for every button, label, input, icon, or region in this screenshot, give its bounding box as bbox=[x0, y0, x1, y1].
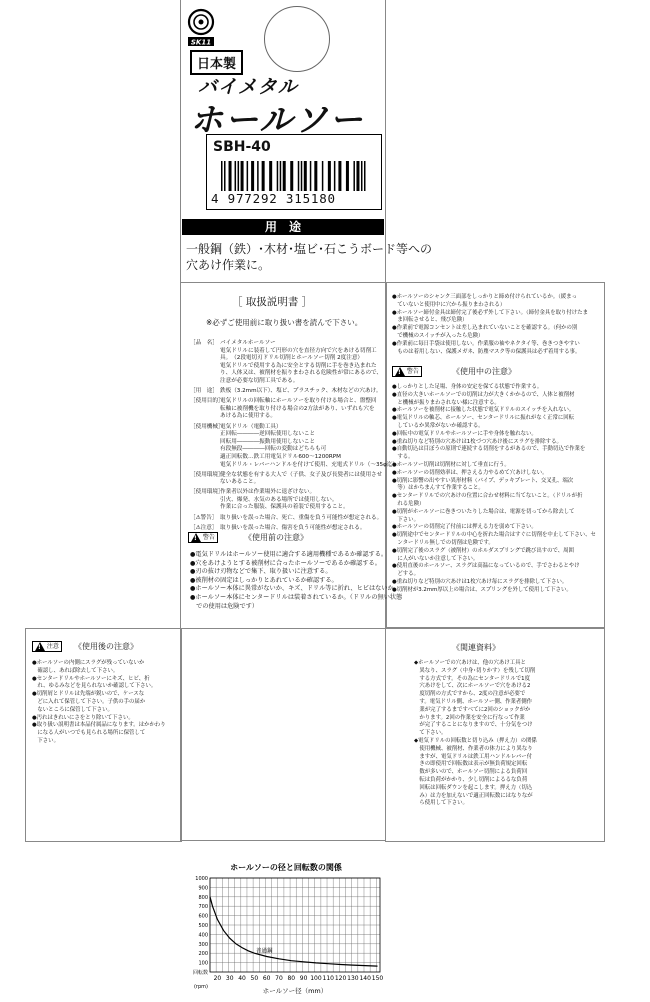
list-item: ◆ホールソーでの穴あけは、他の穴あけ工具と bbox=[414, 660, 526, 666]
manual-notice: ※必ずご使用前に取り扱い書を読んで下さい。 bbox=[206, 318, 363, 327]
spec-key: ［用 途］ bbox=[190, 388, 218, 395]
list-item: ●回転中の電気ドリルやホールソーに手や身体を触れない。 bbox=[392, 430, 537, 437]
list-item: 等）はかちまんすて作業すること。 bbox=[392, 485, 484, 492]
list-item: ンタードリル無しでの切削は危険です。 bbox=[392, 539, 494, 546]
caution-icon bbox=[35, 642, 45, 651]
list-item: ●切削がホールソーに巻きついたりした場合は、電源を切ってから除去して bbox=[392, 508, 575, 515]
usage-line-2: 穴あけ作業に。 bbox=[186, 258, 271, 272]
barcode-digits: 4 977292 315180 bbox=[211, 191, 336, 206]
list-item: ●切削完了後のスラグ（被削材）のホルダスプリングで跳び出すので、周囲 bbox=[392, 547, 574, 554]
barcode-bar bbox=[238, 161, 240, 191]
spec-key: ［使用機械］ bbox=[190, 423, 224, 430]
fold-line bbox=[385, 628, 386, 840]
spec-key: ［品 名］ bbox=[190, 340, 218, 346]
barcode-bar bbox=[334, 161, 336, 191]
model-number: SBH-40 bbox=[213, 139, 271, 155]
list-item: 業が完了するまですべてに2回のショックがか bbox=[414, 706, 531, 713]
spec-key: ［使用目的］ bbox=[190, 398, 224, 405]
y-tick-label: 700 bbox=[198, 904, 208, 911]
barcode-bar bbox=[353, 161, 355, 191]
spec-value: 引火、爆発、水気のある場所では使用しない。 bbox=[220, 496, 338, 503]
list-item: ●ホールソーの切削完了付前には押える力を弱めて下さい。 bbox=[392, 524, 537, 531]
spec-value: 作業に合った服装、保護具の着装で使用すること。 bbox=[220, 504, 349, 511]
spec-value: 鉄板（3.2mm以下）、塩ビ、プラスチック、木材などの穴あけ。 bbox=[220, 388, 382, 395]
list-item: 数が多いので、ホールソー切削による負荷回 bbox=[414, 769, 527, 776]
list-item: ●切削材が3.2mm厚以上の場合は、スプリングを外して使用して下さい。 bbox=[392, 586, 572, 593]
list-item: れ、ゆるみなどを見られないか確認して下さい。 bbox=[32, 683, 157, 690]
list-item: ●ホールソー本体に異常がないか、キズ、ドリル等に折れ、ヒビはないか。 bbox=[190, 585, 400, 593]
list-item: ◆電気ドリルの回転数と切り込み（押え力）の関係 bbox=[414, 737, 537, 744]
y-tick-label: 900 bbox=[198, 885, 208, 892]
spec-value: 作業者以外は作業場外に退ざけない。 bbox=[220, 489, 316, 496]
barcode-bar bbox=[257, 161, 259, 191]
list-item: ものは着用しない、保護メガネ、防塵マスク等の保護具は必ず着用する事。 bbox=[392, 348, 581, 355]
chart-title: ホールソーの径と回転数の関係 bbox=[230, 863, 342, 872]
spec-value: り、人体又は、被削材を振りまわされる危険性が常にあるので、 bbox=[220, 370, 383, 377]
warning-badge: ! 警告 bbox=[188, 532, 218, 543]
list-item: ●使用直後のホールソー、スラグは高温になっているので、手でさわるとやけ bbox=[392, 563, 580, 570]
barcode bbox=[219, 161, 371, 195]
list-item: 回転は回転ダウンを起こします。押え力（切込 bbox=[414, 784, 533, 791]
y-tick-label: 400 bbox=[198, 932, 208, 939]
spec-value: バイメタルホールソー bbox=[220, 340, 276, 346]
spec-value: ないあること。 bbox=[220, 479, 260, 486]
before-use-list bbox=[190, 551, 402, 611]
list-item: する方式です。その為にセンタードリルで1度 bbox=[414, 675, 530, 682]
list-item: 確認し、あれば除去して下さい。 bbox=[32, 667, 119, 674]
list-item: で機械のスイッチが入ったら危険） bbox=[392, 332, 484, 339]
usage-heading: 用 途 bbox=[182, 219, 384, 235]
list-item: と機械が振りまわされない様に注意する。 bbox=[392, 399, 500, 406]
list-item: きの即使用で回転数は表示が無負荷規定回転 bbox=[414, 761, 528, 768]
fold-line bbox=[180, 628, 181, 840]
before-use-heading: 《使用前の注意》 bbox=[244, 533, 308, 542]
list-item: 下さい。 bbox=[392, 516, 419, 523]
barcode-bar bbox=[298, 161, 300, 191]
hang-hole bbox=[264, 6, 330, 72]
y-tick-label: 500 bbox=[198, 923, 208, 929]
pre-check-list bbox=[392, 294, 588, 356]
list-item: ●自動切込は目ぼうの原則で連続する切削をするがあるので、手動切込で作業を bbox=[392, 446, 586, 453]
barcode-bar bbox=[301, 161, 303, 191]
spec-value: 電気ドリルの回転軸にホールソーを取り付ける場合と、盤整回 bbox=[220, 398, 377, 405]
list-item: み）は力を加えないで適正回転数にはなりなが bbox=[414, 792, 533, 799]
barcode-bar bbox=[221, 161, 223, 191]
barcode-bar bbox=[241, 161, 244, 191]
list-item: かります。2回の作業を安全に行なって作業 bbox=[414, 714, 525, 721]
x-tick-label: 130 bbox=[347, 975, 359, 982]
x-tick-label: 120 bbox=[334, 975, 347, 982]
list-item: ●重ね切りなど特別の穴あけは1枚づつ穴あけ後にスラグを排除する。 bbox=[392, 438, 562, 445]
spec-value: 健全な状態を有する大人で（子供、女子及び長髪者には使用させ bbox=[220, 471, 383, 478]
after-use-heading: 《使用後の注意》 bbox=[74, 642, 138, 651]
y-tick-label: 300 bbox=[198, 941, 208, 948]
barcode-bar bbox=[262, 161, 265, 191]
barcode-bar bbox=[280, 161, 282, 191]
x-axis-label: ホールソー径（mm） bbox=[262, 987, 328, 995]
x-tick-label: 140 bbox=[359, 975, 371, 982]
y-tick-label: 1000 bbox=[195, 876, 208, 882]
x-tick-label: 20 bbox=[213, 975, 222, 982]
list-item: 穴あけをして、次にホールソーで穴をあける2 bbox=[414, 683, 531, 690]
list-item: 使用機械、被削材、作業者の体力により異なり bbox=[414, 745, 533, 752]
list-item: て下さい。 bbox=[414, 730, 447, 737]
list-item: ●ホールソーのシャンク三面部をしっかりと締め付けられているか。（緩まっ bbox=[392, 294, 577, 300]
list-item: ●ホールソー切削は切削材に対して垂直に行う。 bbox=[392, 461, 510, 468]
spec-value: 電気ドリルに装着して円形の穴を直径方向で穴をあける切削工 bbox=[220, 347, 377, 354]
barcode-bar bbox=[322, 161, 324, 191]
list-item: ないところに保管して下さい。 bbox=[32, 706, 113, 713]
barcode-bar bbox=[251, 161, 254, 191]
spec-value: 回転用――――振動用使用しないこと bbox=[220, 438, 316, 445]
barcode-bar bbox=[314, 161, 317, 191]
warning-icon bbox=[395, 367, 405, 376]
y-tick-label: 200 bbox=[198, 951, 208, 958]
spec-value: 取り扱いを誤った場合、死亡、重傷を負う可能性が想定される。 bbox=[220, 514, 383, 521]
barcode-bar bbox=[338, 161, 341, 191]
made-in-badge: 日本製 bbox=[190, 50, 243, 75]
barcode-box bbox=[206, 134, 382, 210]
x-tick-label: 30 bbox=[225, 975, 234, 982]
list-item: ●作業前に毎日手袋は使用しない。作業服の袖やネクタイ等、巻きつきやすい bbox=[392, 340, 580, 347]
y-tick-label: 600 bbox=[198, 913, 208, 920]
during-use-header bbox=[392, 366, 598, 378]
list-item: す。電気ドリル側、ホールソー側、作業者側作 bbox=[414, 698, 533, 705]
product-title: ホールソー bbox=[190, 100, 365, 139]
list-item: 異なり、スラグ（中身･切りかす）を残して切削 bbox=[414, 667, 536, 674]
during-use-heading: 《使用中の注意》 bbox=[452, 367, 516, 376]
spec-value: 電気ドリル・レバーハンドルを付けて使用、充電式ドリル（～35φ迄） bbox=[220, 461, 398, 468]
list-item: が完了することになりますので、十分気をつけ bbox=[414, 722, 533, 729]
list-item: ●直径の大きいホールソーでの切削は力が大きくかかるので、人体と被削材 bbox=[392, 391, 575, 398]
list-item: どする。 bbox=[392, 571, 419, 578]
list-item: ●ホールソーの切削効率は、押さえる力やるめて穴あけしない。 bbox=[392, 469, 548, 476]
y-axis-label: 回転数 bbox=[192, 970, 208, 976]
y-tick-label: 800 bbox=[198, 894, 208, 901]
list-item: ●ホールソー本体にセンタードリルは装着されているか。（ドリルの無い状態 bbox=[190, 593, 403, 601]
warning-icon bbox=[191, 533, 201, 542]
x-tick-label: 60 bbox=[262, 975, 271, 982]
related-heading: 《関連資料》 bbox=[452, 643, 500, 652]
list-item: ●センタードリルでの穴あけの位置に合わせ材料に当てないこと。（ドリルが折 bbox=[392, 493, 583, 500]
barcode-bar bbox=[356, 161, 359, 191]
list-item: ●ホールソーを被削材に接触した状態で電気ドリルのスイッチを入れない。 bbox=[392, 407, 575, 414]
list-item: ●被削材の固定はしっかりとあれているか確認する。 bbox=[190, 576, 338, 584]
x-tick-label: 90 bbox=[299, 975, 308, 982]
caution-badge: ! 注意 bbox=[32, 641, 62, 652]
x-tick-label: 110 bbox=[322, 975, 334, 982]
barcode-bar bbox=[247, 161, 249, 191]
barcode-bar bbox=[235, 161, 237, 191]
after-use-list bbox=[32, 660, 166, 746]
spec-key: ［⚠注意］ bbox=[190, 524, 218, 531]
list-item: になる人がいつでも見られる場所に保管して bbox=[32, 730, 146, 737]
brand-logo bbox=[186, 8, 216, 48]
fold-line bbox=[180, 840, 385, 841]
barcode-bar bbox=[361, 161, 363, 191]
list-item: ●電気ドリルの軸芯、ホールソー、センタードリルに振れがなく正常に回転 bbox=[392, 415, 575, 422]
spec-value: 具。 （2段電切刃ドリル切削とホールソー切削 2度注意） bbox=[220, 355, 364, 362]
list-item: ●切削に影響の出やすい異形材料（パイプ、デッキプレート、交叉孔、端次 bbox=[392, 477, 574, 484]
spec-value: 電気ドリル（電動工具） bbox=[220, 423, 282, 430]
barcode-bar bbox=[310, 161, 312, 191]
spec-value: 正回転――――逆回転使用しないこと bbox=[220, 431, 316, 438]
barcode-bar bbox=[290, 161, 293, 191]
spec-value: あける為に使用する。 bbox=[220, 413, 276, 420]
barcode-bar bbox=[277, 161, 279, 191]
y-tick-label: 100 bbox=[198, 960, 208, 967]
list-item: ●切削屑とドリルは先端が鋭いので、ケースな bbox=[32, 691, 145, 698]
list-item: しているか異常がないか確認する。 bbox=[392, 422, 484, 429]
barcode-bar bbox=[269, 161, 272, 191]
spec-value: 有段無段――――回転の変動はどちらも可 bbox=[220, 446, 327, 453]
barcode-bar bbox=[229, 161, 232, 191]
barcode-bar bbox=[304, 161, 307, 191]
list-item: 度切削の方式ですから、2度の注意が必要で bbox=[414, 691, 526, 698]
list-item: ●センタードリルやホールソーにキズ、ヒビ、折 bbox=[32, 675, 150, 682]
logo-text: SK11 bbox=[190, 38, 212, 47]
list-item: 下さい。 bbox=[32, 737, 59, 744]
spec-key: ［⚠警告］ bbox=[190, 514, 218, 521]
list-item: ●刃の抜け刃物などで集下、取り扱いに注意する。 bbox=[190, 568, 332, 576]
barcode-bar bbox=[346, 161, 349, 191]
list-item: ●汚れはきれいにさをとり除いて下さい。 bbox=[32, 714, 134, 721]
x-tick-label: 40 bbox=[238, 975, 246, 982]
spec-key: ［使用環境］ bbox=[190, 471, 224, 478]
list-item: に人がいないか注意して下さい。 bbox=[392, 555, 479, 562]
product-subtitle: バイメタル bbox=[198, 76, 298, 98]
barcode-bar bbox=[328, 161, 331, 191]
list-item: ていないと使用中に穴から振りまわされる） bbox=[392, 301, 506, 308]
list-item: 転は負荷がかかり、少し切削によるるな負荷 bbox=[414, 776, 528, 783]
list-item: ●重ね切りなど特別の穴あけは1枚穴あけ毎にスラグを排除して下さい。 bbox=[392, 578, 568, 585]
spec-value: 電気ドリルで使用する為に安全とする切削に手を巻き込まれた bbox=[220, 362, 377, 369]
list-item: れる危険） bbox=[392, 500, 425, 507]
before-use-header bbox=[188, 532, 382, 544]
x-tick-label: 150 bbox=[371, 975, 384, 982]
after-use-header bbox=[32, 641, 176, 653]
list-item: ら使用して下さい。 bbox=[414, 800, 468, 807]
usage-line-1: 一般鋼（鉄）･木材･塩ビ･石こうボード等への bbox=[186, 242, 433, 256]
y-axis-unit: (rpm) bbox=[193, 984, 208, 990]
during-use-list bbox=[392, 384, 596, 595]
barcode-bar bbox=[364, 161, 366, 191]
list-item: ●取り扱い説明書は本品付属品になります。はかかわり bbox=[32, 722, 166, 729]
rpm-chart bbox=[186, 858, 386, 998]
spec-key: ［使用環境］ bbox=[190, 489, 224, 496]
related-list bbox=[414, 660, 537, 808]
x-tick-label: 80 bbox=[287, 975, 296, 982]
list-item: する。 bbox=[392, 454, 414, 461]
x-tick-label: 50 bbox=[250, 975, 259, 982]
x-tick-label: 100 bbox=[310, 975, 322, 982]
spec-value: 注意が必要な切削工具である。 bbox=[220, 378, 299, 384]
list-item: どに入れて保管して下さい。子供の手の届か bbox=[32, 698, 146, 705]
spec-value: 取り扱いを誤った場合、傷害を負う可能性が想定される。 bbox=[220, 524, 366, 531]
list-item: ますが、電気ドリルは鉄工用ハンドルレバー付 bbox=[414, 753, 533, 760]
list-item: ●作業前で電源コンセントは差し込まれていないことを確認する。（何かの別 bbox=[392, 325, 578, 332]
manual-title: ［ 取扱説明書 ］ bbox=[232, 296, 313, 308]
fold-line bbox=[180, 628, 385, 629]
barcode-bar bbox=[224, 161, 226, 191]
list-item: ●ホールソー締付金具は締付完了後必ず外して下さい。（締付金具を取り付けたま bbox=[392, 309, 588, 316]
list-item: ●切削途中でセンタードリルの中心を折れた場合はすぐに切削を中止して下さい、セ bbox=[392, 532, 596, 539]
list-item: ●ホールソーの内側にスラグが残っていないか bbox=[32, 660, 145, 666]
series-line bbox=[210, 897, 378, 966]
list-item: ま回転させると、飛び危険） bbox=[392, 317, 468, 324]
x-tick-label: 70 bbox=[275, 975, 283, 982]
list-item: ●電気ドリルはホールソー使用に適合する適用機種であるか確認する。 bbox=[190, 551, 388, 558]
warning-badge: ! 警告 bbox=[392, 366, 422, 377]
list-item: ●穴をあけようとする被削材に合ったホールソーであるか確認する。 bbox=[190, 559, 381, 567]
series-label: 普通鋼 bbox=[255, 948, 273, 955]
list-item: での使用は危険です） bbox=[190, 602, 259, 610]
spec-value: 転軸に被削機を取り付ける場合の2方法があり、いずれも穴を bbox=[220, 405, 375, 412]
list-item: ●しっかりとした足場、身体の安定を保てる状態で作業する。 bbox=[392, 384, 543, 390]
barcode-bar bbox=[283, 161, 286, 191]
spec-value: 適正回転数…鉄工用電気ドリル600～1200RPM bbox=[220, 453, 341, 460]
